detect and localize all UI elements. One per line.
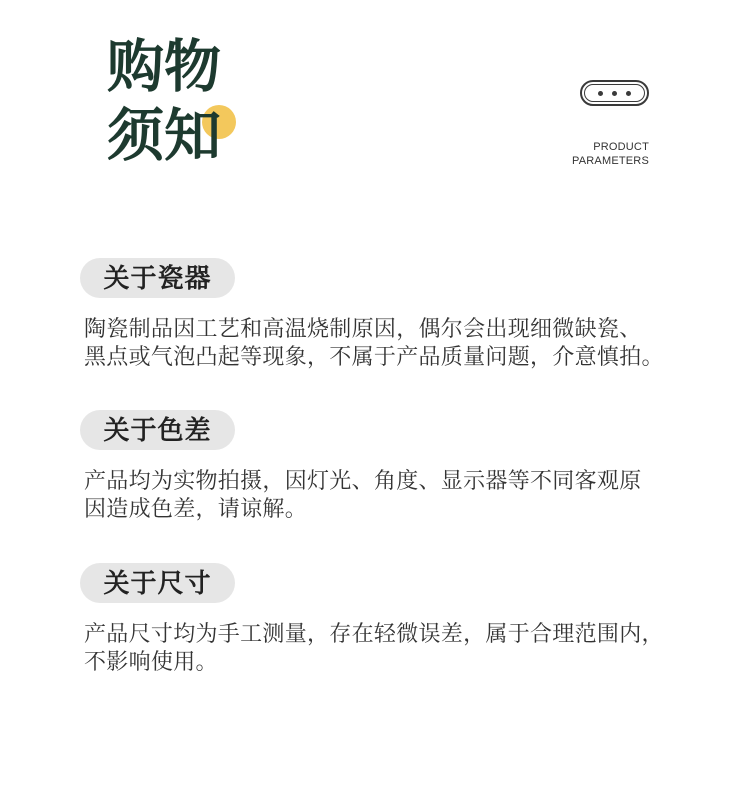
paragraph-line: 黑点或气泡凸起等现象，不属于产品质量问题，介意慎拍。 (84, 344, 664, 369)
section-paragraph (84, 467, 734, 523)
section-size (0, 563, 750, 683)
section-porcelain (0, 258, 750, 378)
subtitle-line-1: PRODUCT (593, 141, 649, 153)
page-title-line-1: 购物 (107, 35, 221, 99)
dot-icon (612, 91, 617, 96)
paragraph-line: 不影响使用。 (84, 649, 218, 674)
paragraph-line: 因造成色差，请谅解。 (84, 496, 308, 521)
dot-icon (626, 91, 631, 96)
paragraph-line: 陶瓷制品因工艺和高温烧制原因，偶尔会出现细微缺瓷、 (84, 316, 642, 341)
section-heading-badge: 关于尺寸 (80, 563, 235, 603)
page-title-line-2: 须知 (107, 104, 221, 168)
paragraph-line: 产品尺寸均为手工测量，存在轻微误差，属于合理范围内， (84, 621, 664, 646)
section-paragraph (84, 315, 734, 371)
dot-icon (598, 91, 603, 96)
subtitle-line-2: PARAMETERS (572, 155, 649, 167)
pill-inner-outline (584, 84, 645, 102)
subtitle-block (572, 140, 649, 168)
pill-dots-icon (580, 80, 649, 106)
section-heading-badge: 关于色差 (80, 410, 235, 450)
section-color-difference (0, 410, 750, 530)
paragraph-line: 产品均为实物拍摄，因灯光、角度、显示器等不同客观原 (84, 468, 642, 493)
section-heading-badge: 关于瓷器 (80, 258, 235, 298)
section-paragraph (84, 620, 734, 676)
